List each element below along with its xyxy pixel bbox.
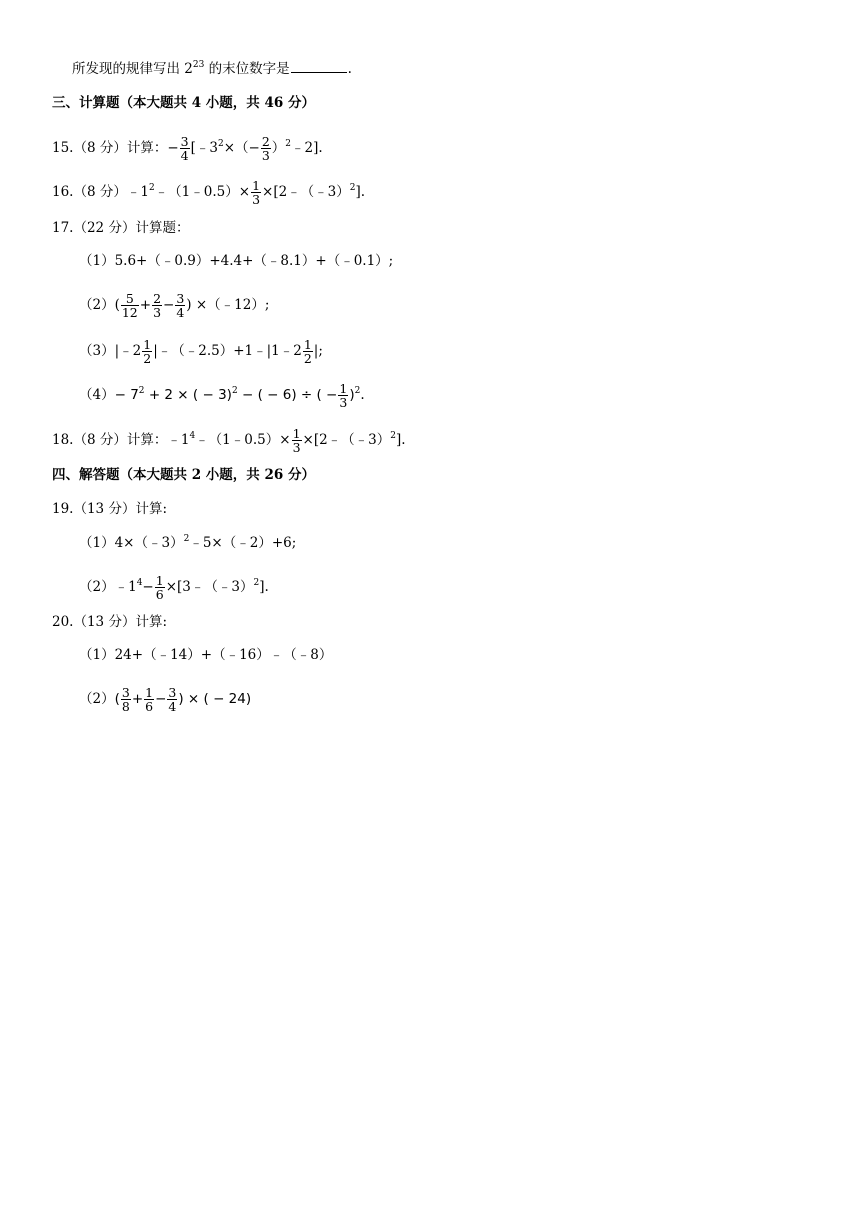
q19-p2-exp: 4 <box>136 578 143 588</box>
q17-part-1: （1）5.6+（﹣0.9）+4.4+（﹣8.1）+（﹣0.1）; <box>79 253 394 269</box>
q17-p4-exp-b: 2 <box>231 386 238 396</box>
q17-p3-mid: |﹣（﹣2.5）+1﹣|1﹣2 <box>153 343 302 359</box>
denominator: 3 <box>252 192 261 207</box>
q15-neg: − <box>167 140 179 156</box>
q17-p4-exp-d: 2 <box>354 386 361 396</box>
q15-exp-a: 2 <box>217 139 224 149</box>
q17-p2-frac-1 <box>121 292 139 319</box>
q19-p1-b: ﹣5×（﹣2）+6; <box>189 535 297 551</box>
denominator: 4 <box>168 699 177 714</box>
q17-p4-expr-d: ) <box>349 387 355 403</box>
denominator: 3 <box>261 148 270 163</box>
plus-operator: + <box>131 691 144 707</box>
denominator: 8 <box>121 699 130 714</box>
q17-p4-expr-c: − ( − 6) ÷ ( − <box>237 387 338 403</box>
q17-p4-label: （4） <box>79 387 115 403</box>
q18-exp-a: 4 <box>189 431 196 441</box>
section-3-title: 三、计算题（本大题共 4 小题，共 46 分） <box>52 95 315 111</box>
numerator: 3 <box>180 134 189 149</box>
q19-p2-c: ]. <box>259 579 269 595</box>
q17-part-3 <box>79 338 323 365</box>
q17-p2-label: （2）( <box>79 297 120 313</box>
denominator: 3 <box>339 395 348 410</box>
q17-p3-tail: |; <box>313 343 323 359</box>
q18-part-d: ]. <box>396 432 406 448</box>
numerator: 1 <box>252 178 261 193</box>
numerator: 1 <box>292 426 301 441</box>
q14-text-after: 的末位数字是 <box>204 61 290 77</box>
q17-part-2 <box>79 292 269 319</box>
q14-end: . <box>347 61 352 77</box>
question-16 <box>52 179 365 206</box>
denominator: 12 <box>121 305 138 320</box>
q15-prefix: 15.（8 分）计算： <box>52 140 168 156</box>
q20-part-1: （1）24+（﹣14）+（﹣16）﹣（﹣8） <box>79 647 333 663</box>
q15-part-a: [﹣3 <box>190 140 218 156</box>
denominator: 4 <box>180 148 189 163</box>
q15-fraction-1 <box>180 135 190 162</box>
q17-p4-fraction <box>338 382 348 409</box>
q17-p4-expr-a: − 7 <box>114 387 139 403</box>
q16-part-d: ]. <box>355 184 366 200</box>
q19-p2-a: （2）﹣1 <box>79 579 137 595</box>
q17-p4-end: . <box>360 387 365 403</box>
minus-operator: − <box>163 297 175 313</box>
q16-part-c: ×[2﹣（﹣3） <box>262 184 350 200</box>
q16-exp-a: 2 <box>148 183 155 193</box>
q20-p2-frac-2 <box>144 686 154 713</box>
q19-p1-exp: 2 <box>183 534 190 544</box>
denominator: 3 <box>153 305 162 320</box>
q16-fraction <box>251 179 261 206</box>
q15-part-b: ×（− <box>223 140 260 156</box>
numerator: 1 <box>339 381 348 396</box>
q20-p2-tail: ) × ( − 24) <box>178 691 252 707</box>
numerator: 1 <box>303 337 312 352</box>
q20-p2-frac-3 <box>167 686 177 713</box>
q19-part-1 <box>79 534 296 552</box>
q19-p2-b: ×[3﹣（﹣3） <box>165 579 254 595</box>
minus-operator: − <box>142 579 154 595</box>
numerator: 1 <box>155 573 164 588</box>
q14-tail-line <box>72 60 352 78</box>
q15-exp-c: 2 <box>285 139 292 149</box>
question-20: 20.（13 分）计算: <box>52 614 167 630</box>
denominator: 2 <box>143 351 152 366</box>
question-19: 19.（13 分）计算: <box>52 501 167 517</box>
numerator: 1 <box>143 337 152 352</box>
numerator: 2 <box>153 291 162 306</box>
q17-part-4 <box>79 382 365 409</box>
q18-prefix: 18.（8 分）计算：﹣1 <box>52 432 190 448</box>
denominator: 6 <box>145 699 154 714</box>
q15-fraction-2 <box>261 135 271 162</box>
section-4-title: 四、解答题（本大题共 2 小题，共 26 分） <box>52 467 315 483</box>
answer-blank[interactable] <box>291 60 347 73</box>
q20-part-2 <box>79 686 251 713</box>
q20-p2-frac-1 <box>121 686 131 713</box>
q17-p2-frac-2 <box>152 292 162 319</box>
question-17: 17.（22 分）计算题： <box>52 220 190 236</box>
q17-p3-label: （3）|﹣2 <box>79 343 142 359</box>
numerator: 3 <box>121 685 130 700</box>
question-15 <box>52 135 323 162</box>
numerator: 3 <box>168 685 177 700</box>
minus-operator: − <box>155 691 167 707</box>
q17-p4-exp-a: 2 <box>138 386 145 396</box>
q20-p2-label: （2） <box>79 691 115 707</box>
question-18 <box>52 427 406 454</box>
open-paren: ( <box>114 691 120 707</box>
q18-fraction <box>292 427 302 454</box>
q19-part-2 <box>79 574 269 601</box>
q18-exp-c: 2 <box>390 431 397 441</box>
q19-p2-exp2: 2 <box>253 578 260 588</box>
denominator: 3 <box>292 440 301 455</box>
numerator: 5 <box>121 292 139 306</box>
q16-prefix: 16.（8 分）﹣1 <box>52 184 149 200</box>
q14-text: 所发现的规律写出 2 <box>72 61 193 77</box>
q17-p2-tail: ) ×（﹣12）; <box>186 297 270 313</box>
plus-operator: + <box>139 297 152 313</box>
denominator: 6 <box>155 587 164 602</box>
numerator: 2 <box>261 134 270 149</box>
q17-p2-frac-3 <box>175 292 185 319</box>
q14-exponent: 23 <box>192 60 205 70</box>
q16-exp-c: 2 <box>349 183 356 193</box>
q16-part-b: ﹣（1﹣0.5）× <box>154 184 251 200</box>
denominator: 4 <box>176 305 185 320</box>
numerator: 1 <box>145 685 154 700</box>
q15-part-d: ﹣2]. <box>291 140 323 156</box>
q18-part-b: ﹣（1﹣0.5）× <box>195 432 291 448</box>
q17-p4-expr-b: + 2 × ( − 3) <box>144 387 232 403</box>
q17-p3-mixed-1 <box>142 338 152 365</box>
q19-p1-a: （1）4×（﹣3） <box>79 535 184 551</box>
numerator: 3 <box>176 291 185 306</box>
q18-part-c: ×[2﹣（﹣3） <box>302 432 391 448</box>
q15-part-c: ） <box>271 140 286 156</box>
q19-p2-fraction <box>155 574 165 601</box>
denominator: 2 <box>303 351 312 366</box>
q17-p3-mixed-2 <box>303 338 313 365</box>
